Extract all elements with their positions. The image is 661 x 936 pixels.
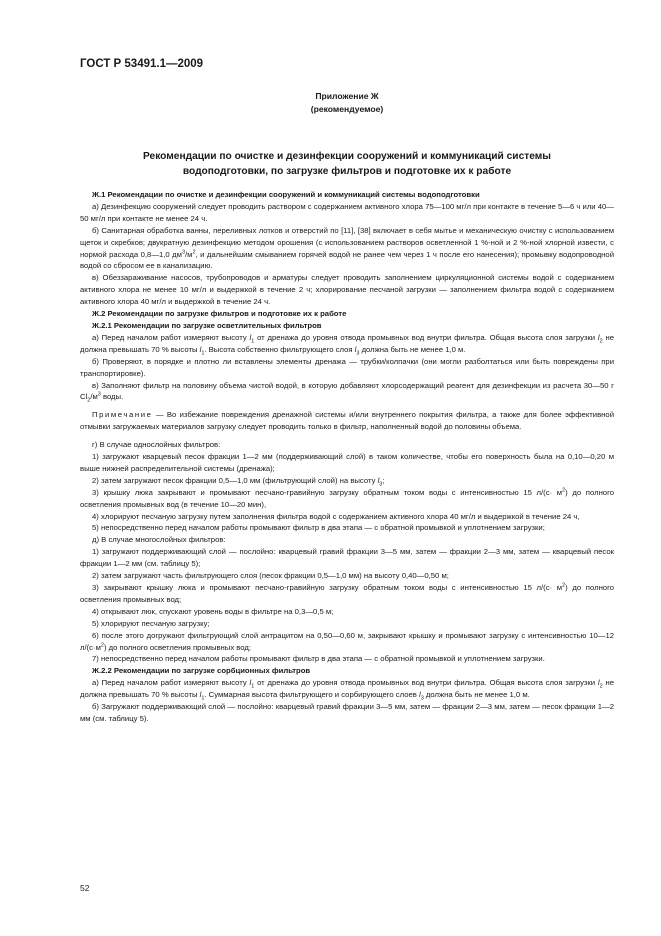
note-text: — Во избежание повреждения дренажной системы и/или внутреннего покрытия фильтра, а также для более эффективной отмывки загружаемых материалов загрузку следует проводить только в фильтр, наполненный водой до половины объема.: [80, 410, 614, 432]
list-item-d-4: 4) открывают люк, спускают уровень воды в фильтре на 0,3—0,5 м;: [92, 606, 334, 616]
paragraph-zh21-b: б) Проверяют, в порядке и плотно ли вставлены элементы дренажа — трубки/колпачки (они могли разболтаться или быть повреждены при транспортировке).: [80, 356, 614, 378]
list-item-d-3: 3) закрывают крышку люка и промывают песчано-гравийную загрузку обратным током воды с интенсивностью 15 $л/(с\cdot м^2)$ до полного осветления промывных вод;: [80, 582, 614, 604]
section-zh1-heading: Ж.1 Рекомендации по очистке и дезинфекции сооружений и коммуникаций системы водоподготовки: [92, 190, 480, 199]
paragraph-zh22-b: б) Загружают поддерживающий слой — послойно: кварцевый гравий фракции 3—5 мм, затем — фракции 2—3 мм, затем — песок фракции 1—2 мм (см. таблицу 5).: [80, 702, 614, 723]
appendix-block: [80, 90, 614, 116]
list-item-d-5: 5) хлорируют песчаную загрузку;: [92, 618, 210, 628]
section-zh22-heading: Ж.2.2 Рекомендации по загрузке сорбционных фильтров: [92, 666, 311, 676]
page-number: 52: [80, 883, 90, 893]
list-item-g-4: 4) хлорируют песчаную загрузку путем заполнения фильтра водой с содержанием активного хлора 40 мг/л и выдержкой в течение 24 ч,: [92, 511, 580, 521]
list-item-d-2: 2) затем загружают часть фильтрующего слоя (песок фракции 0,5—1,0 мм) на высоту 0,40—0,50 м;: [92, 571, 449, 581]
main-title-line-2: водоподготовки, по загрузке фильтров и подготовке их к работе: [182, 166, 512, 177]
document-body: [80, 189, 614, 725]
paragraph-zh21-v: в) Заполняют фильтр на половину объема чистой водой, в которую добавляют хлорсодержащий реагент для дезинфекции из расчета 30—50 г $Cl_2/м^3$ воды.: [80, 380, 614, 404]
main-title-line-1: Рекомендации по очистке и дезинфекции сооружений и коммуникаций системы: [143, 151, 551, 162]
paragraph-zh1-b: б) Санитарная обработка ванны, переливных лотков и отверстий по [11], [38] включает в себя мытье и механическую очистку с использованием щеток и скребков; двукратную дезинфекцию методом орошения (с использованием растворов осветленной 1 %-ной и 2 %-ной хлорной извести, с нормой расхода 0,8—1,0 $дм^3/м^2$, и дальнейшим смыванием горячей водой не ранее чем через 1 ч после его нанесения); промывку водопроводной водой со сбросом ее в канализацию.: [80, 225, 615, 271]
standard-header: ГОСТ Р 53491.1—2009: [80, 58, 204, 70]
list-item-d-6: 6) после этого догружают фильтрующий слой антрацитом на 0,50—0,60 м, закрывают крышку и промывают загрузку с интенсивностью 10—12 $л/(с\cdot м^2)$ до полного осветления промывных вод;: [80, 630, 614, 652]
appendix-title: Приложение Ж: [315, 91, 379, 101]
paragraph-zh21-d-intro: д) В случае многослойных фильтров:: [92, 535, 226, 545]
note-label: Примечание: [92, 410, 153, 420]
appendix-status: (рекомендуемое): [310, 104, 384, 114]
section-zh21-heading: Ж.2.1 Рекомендации по загрузке осветлительных фильтров: [92, 320, 322, 330]
list-item-g-1: 1) загружают кварцевый песок фракции 1—2 мм (поддерживающий слой) в таком количестве, чтобы его поверхность была на 0,10—0,20 м выше нижней распределительной системы (дренажа);: [80, 452, 614, 473]
paragraph-zh21-g-intro: г) В случае однослойных фильтров:: [92, 440, 221, 450]
paragraph-zh1-v: в) Обеззараживание насосов, трубопроводов и арматуры следует проводить заполнением циркуляционной системы водой с содержанием активного хлора не менее 10 мг/л и выдержкой в течение 2 ч; хлорирование песчаной загрузки — заполнением фильтра водой с содержанием активного хлора 40 мг/л и выдержкой в течение 24 ч.: [80, 273, 614, 307]
list-item-d-7: 7) непосредственно перед началом работы промывают фильтр в два этапа — с обратной промывкой и уплотнением загрузки.: [92, 654, 545, 664]
list-item-d-1: 1) загружают поддерживающий слой — послойно: кварцевый гравий фракции 3—5 мм, затем — фракции 2—3 мм, затем — кварцевый песок фракции 1—2 мм (см. таблицу 5);: [80, 547, 614, 569]
paragraph-zh1-a: а) Дезинфекцию сооружений следует проводить раствором с содержанием активного хлора 75—100 мг/л при контакте в течение 5—6 ч или 40—50 мг/л при контакте не менее 24 ч.: [80, 201, 614, 223]
paragraph-zh21-a: а) Перед началом работ измеряют высоту $l_1$ от дренажа до уровня отвода промывных вод внутри фильтра. Общая высота слоя загрузки $l_2$ не должна превышать 70 % высоты $l_1$. Высота собственно фильтрующего слоя $l_3$ должна быть не менее 1,0 м.: [80, 332, 614, 357]
paragraph-zh22-a: а) Перед началом работ измеряют высоту $l_1$ от дренажа до уровня отвода промывных вод внутри фильтра. Общая высота слоя загрузки $l_2$ не должна превышать 70 % высоты $l_1$. Суммарная высота фильтрующего и сорбирующего слоев $l_3$ должна быть не менее 1,0 м.: [80, 678, 614, 702]
list-item-g-2: 2) затем загружают песок фракции 0,5—1,0 мм (фильтрующий слой) на высоту $l_3$;: [92, 475, 385, 488]
section-zh2-heading: Ж.2 Рекомендации по загрузке фильтров и подготовке их к работе: [92, 309, 347, 319]
main-title: [80, 149, 614, 179]
note-paragraph: [80, 409, 614, 433]
list-item-g-3: 3) крышку люка закрывают и промывают песчано-гравийную загрузку обратным током воды с интенсивностью 15 $л/(с\cdot м^2)$ до полного осветления промывных вод (в течение 10—20 мин),: [80, 487, 614, 509]
list-item-g-5: 5) непосредственно перед началом работы промывают фильтр в два этапа — с обратной промывкой и уплотнением загрузки;: [92, 523, 545, 533]
